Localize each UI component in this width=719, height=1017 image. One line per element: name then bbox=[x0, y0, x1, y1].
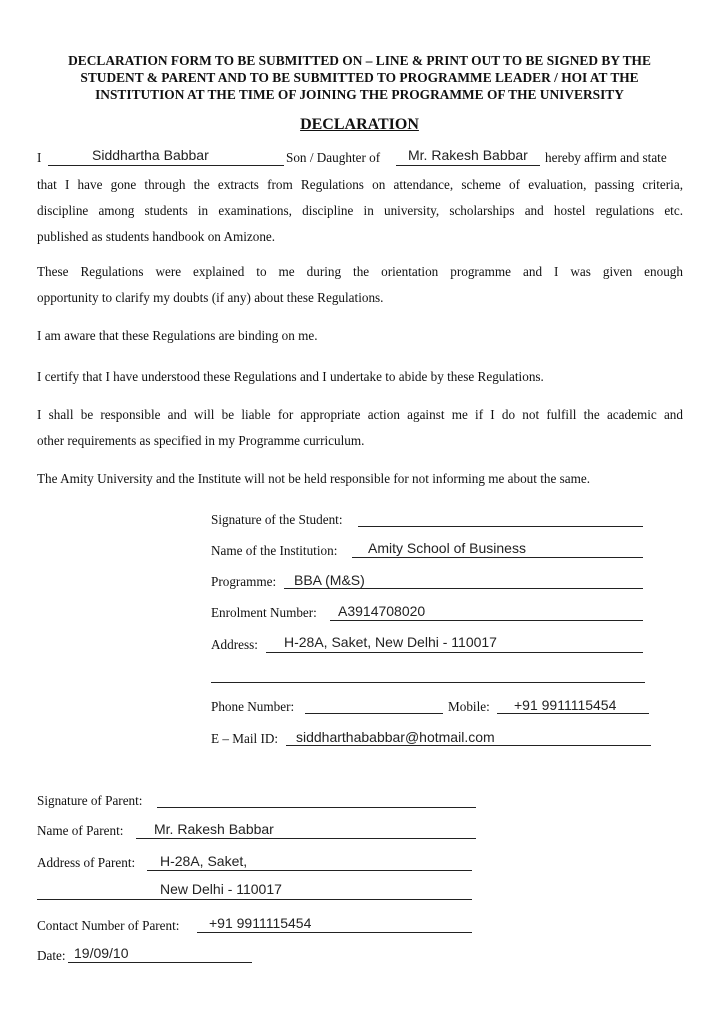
p4-line-1: I shall be responsible and will be liable for appropriate action against me if I do not fulfill the academic and bbox=[37, 407, 683, 422]
father-name-field[interactable]: Mr. Rakesh Babbar bbox=[408, 147, 528, 163]
student-name-field[interactable]: Siddhartha Babbar bbox=[92, 147, 209, 163]
address-line-2[interactable] bbox=[211, 682, 645, 683]
parent-address-line-1 bbox=[147, 870, 472, 871]
email-line bbox=[286, 745, 651, 746]
student-name-line bbox=[48, 165, 284, 166]
parent-name-line bbox=[396, 165, 540, 166]
address-label: Address: bbox=[211, 637, 258, 652]
mobile-line bbox=[497, 713, 649, 714]
intro-line-4: published as students handbook on Amizone. bbox=[37, 229, 276, 244]
contact-line bbox=[197, 932, 472, 933]
parent-name-field-line bbox=[136, 838, 476, 839]
header-line-3: INSTITUTION AT THE TIME OF JOINING THE PROGRAMME OF THE UNIVERSITY bbox=[95, 87, 624, 102]
form-header bbox=[30, 52, 689, 103]
programme-label: Programme: bbox=[211, 574, 277, 589]
parent-address-label: Address of Parent: bbox=[37, 855, 136, 870]
intro-prefix: I bbox=[37, 150, 42, 165]
date-field[interactable]: 19/09/10 bbox=[74, 945, 129, 961]
p4-line-2: other requirements as specified in my Programme curriculum. bbox=[37, 433, 365, 448]
institution-label: Name of the Institution: bbox=[211, 543, 338, 558]
parent-signature-field[interactable] bbox=[157, 807, 476, 808]
phone-field[interactable] bbox=[305, 713, 443, 714]
enrolment-line bbox=[330, 620, 643, 621]
institution-line bbox=[352, 557, 643, 558]
p1-line-1: These Regulations were explained to me during the orientation programme and I was given enough bbox=[37, 264, 683, 279]
paragraph-4 bbox=[37, 402, 683, 454]
contact-label: Contact Number of Parent: bbox=[37, 918, 180, 933]
parent-address-line-2 bbox=[37, 899, 472, 900]
intro-line-3: discipline among students in examinations, discipline in university, scholarships and hostel regulations etc. bbox=[37, 203, 683, 218]
institution-field[interactable]: Amity School of Business bbox=[368, 540, 526, 556]
mobile-field[interactable]: +91 9911115454 bbox=[514, 697, 617, 713]
intro-suffix: hereby affirm and state bbox=[545, 150, 667, 165]
email-field[interactable]: siddharthababbar@hotmail.com bbox=[296, 729, 495, 745]
address-field[interactable]: H-28A, Saket, New Delhi - 110017 bbox=[284, 634, 497, 650]
paragraph-5: The Amity University and the Institute will not be held responsible for not informing me about the same. bbox=[37, 471, 591, 486]
enrolment-field[interactable]: A3914708020 bbox=[338, 603, 426, 619]
intro-line-2: that I have gone through the extracts from Regulations on attendance, scheme of evaluation, passing criteria, bbox=[37, 177, 683, 192]
address-line bbox=[266, 652, 643, 653]
contact-field[interactable]: +91 9911115454 bbox=[209, 915, 312, 931]
student-signature-field[interactable] bbox=[358, 526, 643, 527]
paragraph-3: I certify that I have understood these Regulations and I undertake to abide by these Regulations. bbox=[37, 369, 544, 384]
parent-address-field-1[interactable]: H-28A, Saket, bbox=[160, 853, 248, 869]
student-signature-label: Signature of the Student: bbox=[211, 512, 343, 527]
date-line bbox=[68, 962, 252, 963]
parent-name-label: Name of Parent: bbox=[37, 823, 124, 838]
p1-line-2: opportunity to clarify my doubts (if any) about these Regulations. bbox=[37, 290, 384, 305]
parent-signature-label: Signature of Parent: bbox=[37, 793, 143, 808]
page-title: DECLARATION bbox=[300, 116, 419, 133]
relation-text: Son / Daughter of bbox=[286, 150, 381, 165]
programme-line bbox=[284, 588, 643, 589]
paragraph-1 bbox=[37, 259, 683, 311]
phone-label: Phone Number: bbox=[211, 699, 295, 714]
enrolment-label: Enrolment Number: bbox=[211, 605, 317, 620]
date-label: Date: bbox=[37, 948, 66, 963]
parent-name-field[interactable]: Mr. Rakesh Babbar bbox=[154, 821, 274, 837]
header-line-1: DECLARATION FORM TO BE SUBMITTED ON – LINE & PRINT OUT TO BE SIGNED BY THE bbox=[68, 53, 651, 68]
header-line-2: STUDENT & PARENT AND TO BE SUBMITTED TO PROGRAMME LEADER / HOI AT THE bbox=[80, 70, 639, 85]
paragraph-2: I am aware that these Regulations are binding on me. bbox=[37, 328, 318, 343]
programme-field[interactable]: BBA (M&S) bbox=[294, 572, 365, 588]
mobile-label: Mobile: bbox=[448, 699, 490, 714]
parent-address-field-2[interactable]: New Delhi - 110017 bbox=[160, 881, 282, 897]
email-label: E – Mail ID: bbox=[211, 731, 279, 746]
intro-paragraph bbox=[37, 172, 683, 250]
